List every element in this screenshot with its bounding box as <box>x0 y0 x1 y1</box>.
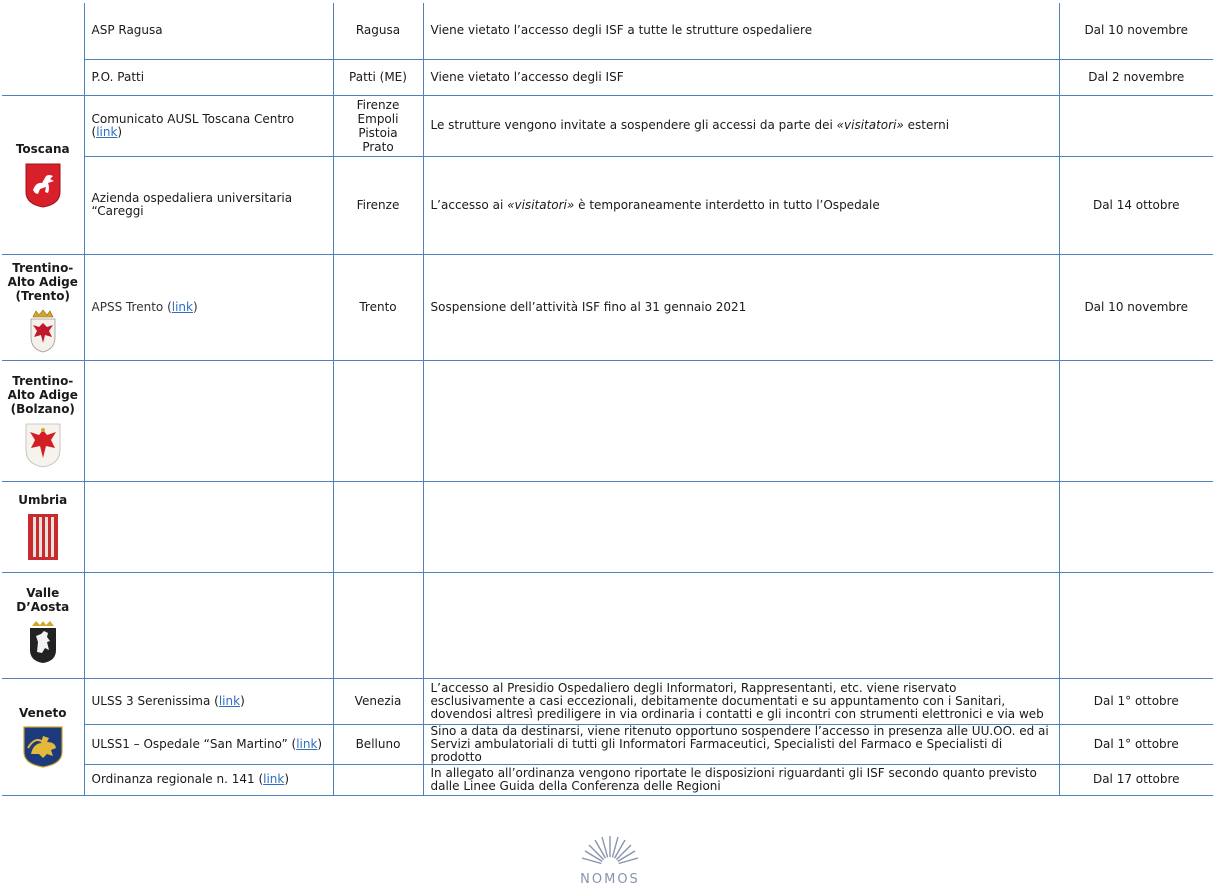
structure-name: Azienda ospedaliera universitaria <box>91 191 293 205</box>
table-row <box>2 481 1213 572</box>
structure-name-end: ) <box>240 693 245 708</box>
measure-text: Sospensione dell’attività ISF fino al 31 gennaio 2021 <box>430 299 747 314</box>
date-cell <box>1059 764 1213 795</box>
structure-cell <box>84 724 333 764</box>
structure-name: ULSS 3 Serenissima ( <box>91 693 219 708</box>
date-cell-empty <box>1059 572 1213 678</box>
source-link[interactable]: link <box>171 299 193 314</box>
date-cell <box>1059 254 1213 360</box>
start-date: Dal 14 ottobre <box>1092 197 1180 212</box>
region-name-line2: Alto Adige <box>7 275 78 289</box>
measure-cell <box>423 724 1059 764</box>
city-cell <box>333 254 423 360</box>
nomos-sunburst-logo-icon <box>566 832 654 872</box>
measure-text: L’accesso ai <box>430 197 508 212</box>
table-row <box>2 59 1213 95</box>
region-name: Veneto <box>19 705 67 720</box>
table-row <box>2 254 1213 360</box>
structure-name-line2: “Careggi <box>91 204 144 218</box>
date-cell <box>1059 59 1213 95</box>
date-cell <box>1059 156 1213 254</box>
structure-name-end: ) <box>193 299 198 314</box>
region-cell-veneto <box>2 678 84 795</box>
measure-cell <box>423 59 1059 95</box>
structure-cell-empty <box>84 481 333 572</box>
source-link[interactable]: link <box>96 124 118 139</box>
structure-cell-empty <box>84 572 333 678</box>
structure-cell <box>84 156 333 254</box>
structure-name: APSS Trento ( <box>91 299 172 314</box>
measure-text-end: esterni <box>903 118 950 132</box>
measure-cell <box>423 156 1059 254</box>
start-date: Dal 1° ottobre <box>1093 693 1179 708</box>
measure-text: L’accesso al Presidio Ospedaliero degli Informatori, Rappresentanti, etc. viene riservato esclusivamente a casi eccezionali, debitamente documentati e su appuntamento con i Sanitari, dovendosi altresì prediligere in via ordinaria i contatti e gli incontri con strumenti elettronici e via web <box>430 680 1044 721</box>
city-name: Ragusa <box>355 23 401 38</box>
city-cell <box>333 59 423 95</box>
region-name-line1: Trentino- <box>12 261 74 275</box>
structure-name: Comunicato AUSL Toscana Centro ( <box>91 111 295 139</box>
region-cell-trento <box>2 254 84 360</box>
footer-brand: NOMOS <box>580 872 640 887</box>
region-cell-vda <box>2 572 84 678</box>
region-name-line2: D’Aosta <box>16 600 70 614</box>
table-row <box>2 678 1213 724</box>
city-cell <box>333 764 423 795</box>
measure-cell-empty <box>423 481 1059 572</box>
footer-logo <box>566 832 654 886</box>
structure-cell <box>84 59 333 95</box>
structure-cell <box>84 764 333 795</box>
start-date: Dal 10 novembre <box>1084 299 1189 314</box>
start-date: Dal 10 novembre <box>1084 23 1189 38</box>
veneto-lion-emblem-icon <box>23 726 63 768</box>
region-name: Toscana <box>15 141 70 156</box>
date-cell <box>1059 724 1213 764</box>
city-cell <box>333 678 423 724</box>
city-cell <box>333 156 423 254</box>
measure-cell <box>423 3 1059 59</box>
city-name: Patti (ME) <box>349 69 407 84</box>
measure-cell <box>423 95 1059 156</box>
structure-name-end: ) <box>117 124 123 139</box>
measure-cell <box>423 254 1059 360</box>
trento-eagle-crest-icon <box>28 309 58 353</box>
structure-cell <box>84 3 333 59</box>
source-link[interactable]: link <box>218 693 241 708</box>
bolzano-eagle-crest-icon <box>24 422 62 468</box>
date-cell <box>1059 678 1213 724</box>
measure-text-italic: «visitatori» <box>836 118 904 132</box>
structure-cell-empty <box>84 360 333 481</box>
measure-text: Viene vietato l’accesso degli ISF a tutte le strutture ospedaliere <box>430 23 813 38</box>
start-date: Dal 17 ottobre <box>1092 772 1180 786</box>
region-name-line1: Trentino- <box>12 373 74 388</box>
region-name: Umbria <box>18 492 68 507</box>
measure-text-italic: «visitatori» <box>507 197 575 212</box>
structure-name: P.O. Patti <box>91 69 145 84</box>
measure-text: Viene vietato l’accesso degli ISF <box>430 69 624 84</box>
measure-cell <box>423 764 1059 795</box>
date-cell-empty <box>1059 360 1213 481</box>
region-cell-empty <box>2 3 84 95</box>
start-date: Dal 1° ottobre <box>1093 736 1179 751</box>
table-row <box>2 360 1213 481</box>
isf-access-table <box>2 3 1213 796</box>
structure-name-end: ) <box>284 772 290 786</box>
city-name: Trento <box>359 299 397 314</box>
table-row <box>2 572 1213 678</box>
source-link[interactable]: link <box>296 736 318 751</box>
date-cell <box>1059 95 1213 156</box>
city-cell <box>333 95 423 156</box>
city-cell <box>333 3 423 59</box>
date-cell <box>1059 3 1213 59</box>
region-cell-toscana <box>2 95 84 254</box>
measure-text: Le strutture vengono invitate a sospendere gli accessi da parte dei <box>430 118 837 132</box>
city-name: Venezia <box>354 693 402 708</box>
structure-cell <box>84 95 333 156</box>
structure-name: ASP Ragusa <box>91 23 163 38</box>
structure-name-end: ) <box>317 736 323 751</box>
city-name: Empoli <box>357 111 399 126</box>
start-date: Dal 2 novembre <box>1088 69 1185 84</box>
structure-cell <box>84 678 333 724</box>
source-link[interactable]: link <box>263 772 285 786</box>
city-name: Belluno <box>355 736 401 751</box>
structure-name: ULSS1 – Ospedale “San Martino” ( <box>91 736 297 751</box>
city-name: Firenze <box>356 197 400 212</box>
table-row <box>2 764 1213 795</box>
table-row <box>2 3 1213 59</box>
valle-daosta-lion-emblem-icon <box>28 620 58 664</box>
measure-text-end: è temporaneamente interdetto in tutto l’Ospedale <box>574 197 880 212</box>
city-name: Firenze <box>356 97 400 112</box>
city-name: Prato <box>362 139 394 154</box>
region-name-line1: Valle <box>26 586 60 600</box>
measure-cell-empty <box>423 360 1059 481</box>
toscana-pegasus-emblem-icon <box>24 162 62 208</box>
city-cell-empty <box>333 572 423 678</box>
city-cell-empty <box>333 360 423 481</box>
date-cell-empty <box>1059 481 1213 572</box>
city-name: Pistoia <box>358 125 398 140</box>
structure-cell <box>84 254 333 360</box>
table-row <box>2 95 1213 156</box>
umbria-striped-emblem-icon <box>27 513 59 561</box>
measure-text: Sino a data da destinarsi, viene ritenuto opportuno sospendere l’accesso in presenza alle UU.OO. ed ai Servizi ambulatoriali di tutti gli Informatori Farmaceutici, Specialisti del Farmaco e Specialisti di prodotto <box>430 723 1049 764</box>
region-cell-umbria <box>2 481 84 572</box>
city-cell <box>333 724 423 764</box>
region-name-line3: (Trento) <box>15 289 70 303</box>
measure-cell-empty <box>423 572 1059 678</box>
table-row <box>2 724 1213 764</box>
region-name-line3: (Bolzano) <box>10 401 75 416</box>
structure-name: Ordinanza regionale n. 141 ( <box>91 772 264 786</box>
table-row <box>2 156 1213 254</box>
measure-text: In allegato all’ordinanza vengono riportate le disposizioni riguardanti gli ISF secondo quanto previsto dalle Linee Guida della Conferenza delle Regioni <box>430 765 1037 793</box>
measure-cell <box>423 678 1059 724</box>
city-cell-empty <box>333 481 423 572</box>
region-cell-bolzano <box>2 360 84 481</box>
region-name-line2: Alto Adige <box>7 387 78 402</box>
